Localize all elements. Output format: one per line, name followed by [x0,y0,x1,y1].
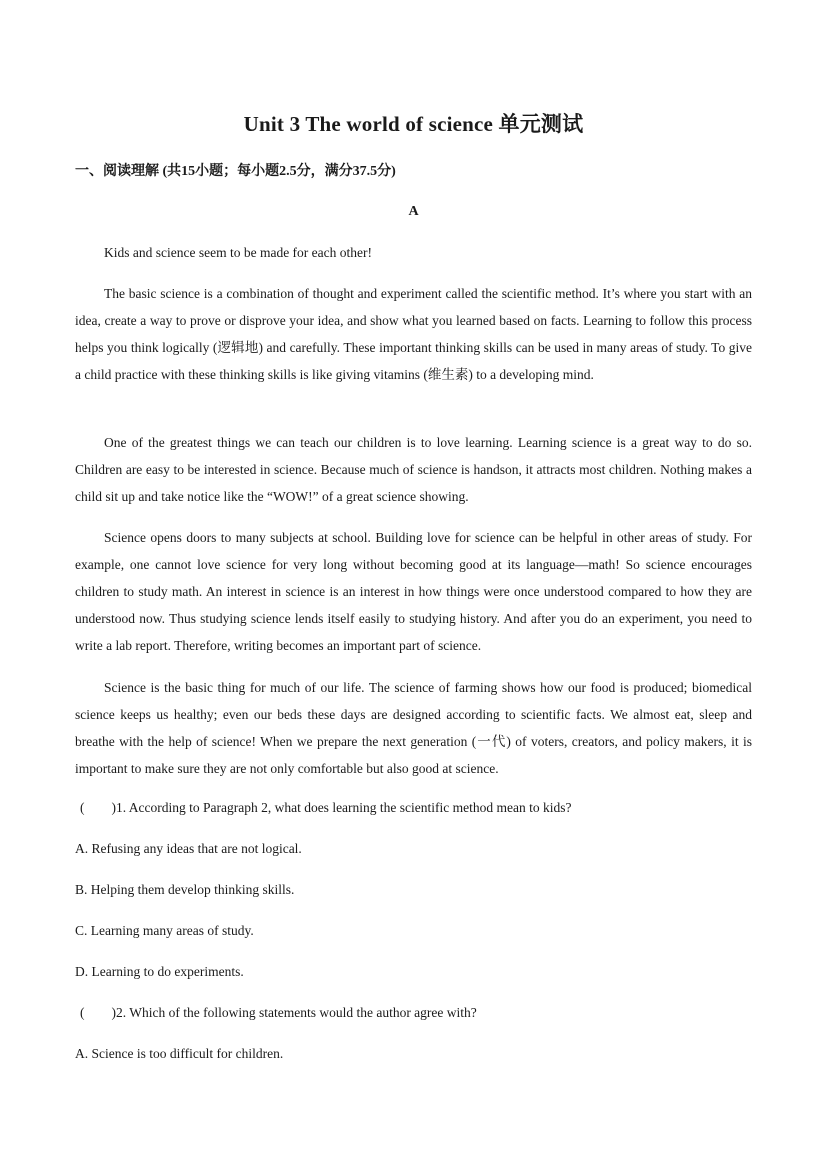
paragraph-text: Science opens doors to many subjects at school. Building love for science can be helpful in other areas of study. For example, one cannot love science for very long without becoming good at its language—math! So science encourages children to study math. An interest in science is an interest in how things were once understood compared to how they are understood now. Thus studying science lends itself easily to studying history. And after you do an experiment, you need to write a lab report. Therefore, writing becomes an important part of science. [75,530,752,653]
paragraph-text: Science is the basic thing for much of our life. The science of farming shows how our food is produced; biomedical science keeps us healthy; even our beds these days are designed according to scientific facts. We almost eat, sleep and breathe with the help of science! When we prepare the next generation (一代) of voters, creators, and policy makers, it is important to make sure they are not only comfortable but also good at science. [75,680,752,776]
paragraph-text: The basic science is a combination of thought and experiment called the scientific method. It’s where you start with an idea, create a way to prove or disprove your idea, and show what you learned based on facts. Learning to follow this process helps you think logically (逻辑地) and carefully. These important thinking skills can be used in many areas of study. To give a child practice with these thinking skills is like giving vitamins (维生素) to a developing mind. [75,286,752,382]
question-2-option-a: A. Science is too difficult for children. [75,1046,284,1061]
question-2-stem: ( )2. Which of the following statements would the author agree with? [80,1005,477,1020]
section-header: 一、阅读理解 (共15小题；每小题2.5分，满分37.5分) [75,164,396,179]
paragraph-5 [75,674,752,782]
document-title: Unit 3 The world of science 单元测试 [243,112,584,136]
question-1-option-c: C. Learning many areas of study. [75,923,254,938]
question-1-option-b: B. Helping them develop thinking skills. [75,882,295,897]
paragraph-4 [75,524,752,659]
paragraph-text: One of the greatest things we can teach our children is to love learning. Learning science is a great way to do so. Children are easy to be interested in science. Because much of science is handson, it attracts most children. Nothing makes a child sit up and take notice like the “WOW!” of a great science showing. [75,435,752,504]
question-1-option-d: D. Learning to do experiments. [75,964,244,979]
passage-label: A [408,204,419,219]
paragraph-1 [75,239,752,266]
question-1-option-a: A. Refusing any ideas that are not logical. [75,841,302,856]
question-1-stem: ( )1. According to Paragraph 2, what does learning the scientific method mean to kids? [80,800,572,815]
paragraph-2 [75,280,752,388]
paragraph-3 [75,429,752,510]
paragraph-text: Kids and science seem to be made for each other! [104,245,373,260]
